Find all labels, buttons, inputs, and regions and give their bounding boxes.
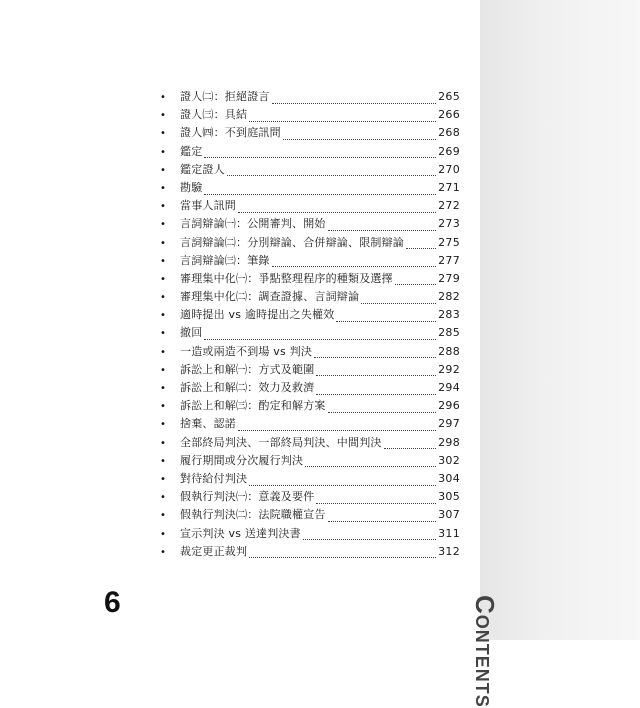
bullet-icon: • <box>160 546 166 558</box>
bullet-icon: • <box>160 383 166 394</box>
toc-entry <box>160 434 460 452</box>
toc-entry <box>160 161 460 179</box>
toc-entry-title: 假執行判決㈡：法院職權宣告 <box>180 508 326 522</box>
toc-entry-page: 279 <box>438 271 460 285</box>
dot-leader <box>328 513 436 522</box>
toc-entry-page: 311 <box>438 526 460 540</box>
toc-entry <box>160 452 460 470</box>
bullet-icon: • <box>160 128 166 140</box>
bullet-icon: • <box>160 255 166 267</box>
dot-leader <box>204 186 436 195</box>
toc-entry-page: 275 <box>438 235 460 249</box>
bullet-icon: • <box>160 346 166 358</box>
toc-entry-page: 285 <box>438 326 460 340</box>
toc-entry <box>160 143 460 161</box>
bullet-icon: • <box>160 492 166 504</box>
table-of-contents <box>160 88 460 561</box>
toc-entry <box>160 215 460 233</box>
dot-leader <box>204 331 436 340</box>
bullet-icon: • <box>160 328 166 340</box>
toc-entry-title: 全部終局判決、一部終局判決、中間判決 <box>180 435 382 449</box>
toc-entry-page: 268 <box>438 126 460 140</box>
toc-entry-page: 277 <box>438 253 460 267</box>
toc-entry-title: 履行期間或分次履行判決 <box>180 453 304 467</box>
toc-entry-page: 304 <box>438 471 460 485</box>
bullet-icon: • <box>160 473 166 485</box>
toc-entry-title: 一造或兩造不到場 vs 判決 <box>180 344 313 358</box>
dot-leader <box>384 440 436 449</box>
toc-entry-page: 283 <box>438 308 460 322</box>
dot-leader <box>272 258 436 267</box>
toc-entry-title: 捨棄、認諾 <box>180 417 236 431</box>
toc-entry <box>160 470 460 488</box>
bullet-icon: • <box>160 110 166 122</box>
bullet-icon: • <box>160 364 166 376</box>
toc-entry <box>160 343 460 361</box>
dot-leader <box>316 367 436 376</box>
toc-entry <box>160 179 460 197</box>
bullet-icon: • <box>160 528 166 540</box>
toc-entry-page: 292 <box>438 362 460 376</box>
bullet-icon: • <box>160 437 166 449</box>
dot-leader <box>227 167 436 176</box>
toc-entry <box>160 197 460 215</box>
toc-entry-page: 282 <box>438 290 460 304</box>
toc-entry-title: 假執行判決㈠：意義及要件 <box>180 490 315 504</box>
toc-entry-page: 266 <box>438 108 460 122</box>
toc-entry <box>160 397 460 415</box>
toc-entry-page: 271 <box>438 180 460 194</box>
toc-entry-title: 言詞辯論㈢：筆錄 <box>180 253 270 267</box>
dot-leader <box>328 404 436 413</box>
toc-entry-page: 294 <box>438 381 460 394</box>
bullet-icon: • <box>160 92 166 103</box>
toc-entry <box>160 379 460 397</box>
toc-entry-title: 訴訟上和解㈡：效力及救濟 <box>180 381 315 394</box>
toc-entry-page: 265 <box>438 90 460 103</box>
bullet-icon: • <box>160 237 166 249</box>
contents-section-tab: Contents <box>470 595 500 708</box>
toc-entry <box>160 543 460 561</box>
dot-leader <box>238 422 436 431</box>
dot-leader <box>249 549 436 558</box>
dot-leader <box>238 204 436 213</box>
toc-entry-page: 297 <box>438 417 460 431</box>
toc-entry-page: 272 <box>438 199 460 213</box>
toc-entry <box>160 506 460 524</box>
dot-leader <box>406 240 436 249</box>
dot-leader <box>328 222 436 231</box>
toc-entry-title: 裁定更正裁判 <box>180 544 248 558</box>
toc-entry-title: 鑑定證人 <box>180 162 225 176</box>
toc-entry <box>160 525 460 543</box>
dot-leader <box>314 349 436 358</box>
dot-leader <box>249 113 436 122</box>
bullet-icon: • <box>160 164 166 176</box>
toc-entry-page: 298 <box>438 435 460 449</box>
bullet-icon: • <box>160 146 166 158</box>
dot-leader <box>272 95 436 104</box>
bullet-icon: • <box>160 510 166 522</box>
toc-entry-title: 審理集中化㈠：爭點整理程序的種類及選擇 <box>180 271 393 285</box>
toc-entry-title: 訴訟上和解㈠：方式及範圍 <box>180 362 315 376</box>
toc-entry-title: 證人㈢：具結 <box>180 108 248 122</box>
toc-entry-title: 證人㈣：不到庭訊問 <box>180 126 281 140</box>
dot-leader <box>361 295 436 304</box>
bullet-icon: • <box>160 273 166 285</box>
toc-entry-title: 撤回 <box>180 326 203 340</box>
dot-leader <box>336 313 436 322</box>
toc-entry <box>160 270 460 288</box>
toc-entry-title: 宣示判決 vs 送達判決書 <box>180 526 301 540</box>
bullet-icon: • <box>160 201 166 213</box>
bullet-icon: • <box>160 455 166 467</box>
toc-entry-page: 305 <box>438 490 460 504</box>
dot-leader <box>204 149 436 158</box>
bullet-icon: • <box>160 219 166 231</box>
toc-entry <box>160 106 460 124</box>
toc-entry-title: 言詞辯論㈠：公開審判、開始 <box>180 217 326 231</box>
toc-entry-page: 288 <box>438 344 460 358</box>
toc-entry <box>160 361 460 379</box>
toc-entry <box>160 88 460 106</box>
page-number: 6 <box>104 586 121 619</box>
toc-entry <box>160 234 460 252</box>
toc-entry-page: 296 <box>438 399 460 413</box>
bullet-icon: • <box>160 419 166 431</box>
toc-entry-title: 對待給付判決 <box>180 471 248 485</box>
toc-entry <box>160 415 460 433</box>
toc-entry-title: 當事人訊問 <box>180 199 236 213</box>
toc-entry-page: 307 <box>438 508 460 522</box>
toc-entry-title: 鑑定 <box>180 144 203 158</box>
dot-leader <box>305 458 436 467</box>
dot-leader <box>395 276 436 285</box>
toc-entry <box>160 288 460 306</box>
toc-entry <box>160 252 460 270</box>
toc-entry-title: 適時提出 vs 逾時提出之失權效 <box>180 308 335 322</box>
toc-entry-title: 訴訟上和解㈢：酌定和解方案 <box>180 399 326 413</box>
dot-leader <box>249 477 436 486</box>
toc-entry-page: 270 <box>438 162 460 176</box>
bullet-icon: • <box>160 292 166 304</box>
toc-entry <box>160 324 460 342</box>
dot-leader <box>303 531 436 540</box>
toc-entry-title: 勘驗 <box>180 180 203 194</box>
toc-entry-title: 審理集中化㈡：調查證據、言詞辯論 <box>180 290 360 304</box>
toc-entry-title: 言詞辯論㈡：分別辯論、合併辯論、限制辯論 <box>180 235 404 249</box>
bullet-icon: • <box>160 401 166 413</box>
toc-entry-page: 302 <box>438 453 460 467</box>
bullet-icon: • <box>160 182 166 194</box>
toc-entry-title: 證人㈡：拒絕證言 <box>180 90 270 103</box>
dot-leader <box>283 131 436 140</box>
dot-leader <box>316 495 436 504</box>
toc-entry <box>160 306 460 324</box>
dot-leader <box>316 386 436 395</box>
toc-entry-page: 312 <box>438 544 460 558</box>
toc-entry <box>160 488 460 506</box>
toc-entry-page: 273 <box>438 217 460 231</box>
toc-entry <box>160 124 460 142</box>
bullet-icon: • <box>160 310 166 322</box>
side-margin-strip <box>480 0 640 640</box>
toc-entry-page: 269 <box>438 144 460 158</box>
